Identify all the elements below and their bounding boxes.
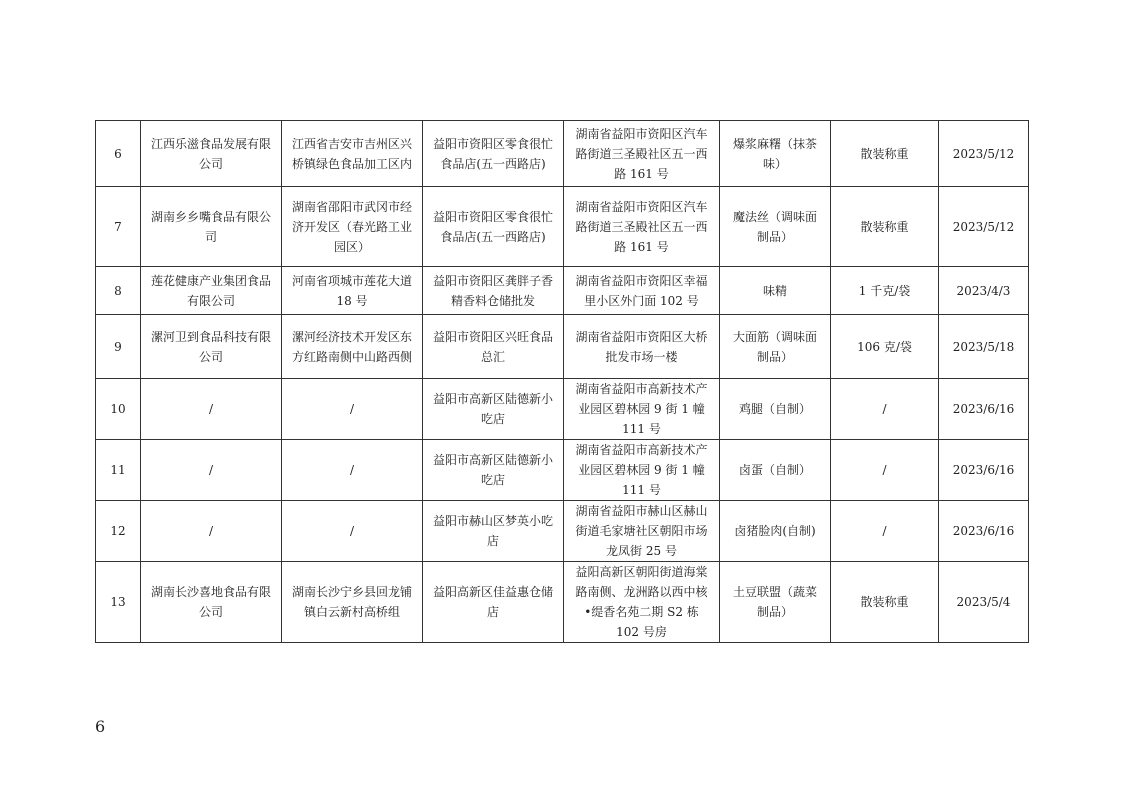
producer-name: /	[141, 501, 282, 562]
product-name: 大面筋（调味面制品）	[720, 315, 831, 379]
table-row	[96, 121, 1029, 187]
seller-address: 湖南省益阳市赫山区赫山街道毛家塘社区朝阳市场龙凤街 25 号	[564, 501, 720, 562]
producer-address: /	[282, 379, 423, 440]
producer-address: 漯河经济技术开发区东方红路南侧中山路西侧	[282, 315, 423, 379]
producer-name: /	[141, 379, 282, 440]
product-name: 卤猪脸肉(自制)	[720, 501, 831, 562]
production-date: 2023/4/3	[939, 267, 1029, 315]
producer-name: 湖南长沙喜地食品有限公司	[141, 562, 282, 643]
producer-address: 河南省项城市莲花大道 18 号	[282, 267, 423, 315]
table-row	[96, 315, 1029, 379]
producer-address: 江西省吉安市吉州区兴桥镇绿色食品加工区内	[282, 121, 423, 187]
product-name: 魔法丝（调味面制品）	[720, 187, 831, 267]
row-number: 6	[96, 121, 141, 187]
seller-address: 湖南省益阳市资阳区大桥批发市场一楼	[564, 315, 720, 379]
product-name: 卤蛋（自制）	[720, 440, 831, 501]
table-row	[96, 440, 1029, 501]
row-number: 7	[96, 187, 141, 267]
product-name: 爆浆麻糬（抹茶味）	[720, 121, 831, 187]
row-number: 9	[96, 315, 141, 379]
production-date: 2023/5/12	[939, 121, 1029, 187]
product-name: 土豆联盟（蔬菜制品）	[720, 562, 831, 643]
product-spec: /	[831, 501, 939, 562]
table-body	[96, 121, 1029, 643]
producer-name: /	[141, 440, 282, 501]
seller-address: 湖南省益阳市资阳区汽车路街道三圣殿社区五一西路 161 号	[564, 121, 720, 187]
production-date: 2023/5/4	[939, 562, 1029, 643]
seller-address: 湖南省益阳市资阳区汽车路街道三圣殿社区五一西路 161 号	[564, 187, 720, 267]
production-date: 2023/5/18	[939, 315, 1029, 379]
producer-address: /	[282, 440, 423, 501]
producer-name: 江西乐滋食品发展有限公司	[141, 121, 282, 187]
row-number: 8	[96, 267, 141, 315]
product-name: 鸡腿（自制）	[720, 379, 831, 440]
seller-address: 湖南省益阳市资阳区幸福里小区外门面 102 号	[564, 267, 720, 315]
seller-name: 益阳市资阳区兴旺食品总汇	[423, 315, 564, 379]
product-spec: 106 克/袋	[831, 315, 939, 379]
product-name: 味精	[720, 267, 831, 315]
table-row	[96, 267, 1029, 315]
seller-address: 湖南省益阳市高新技术产业园区碧林园 9 街 1 幢 111 号	[564, 440, 720, 501]
product-spec: 散装称重	[831, 187, 939, 267]
seller-name: 益阳市资阳区龚胖子香精香料仓储批发	[423, 267, 564, 315]
row-number: 13	[96, 562, 141, 643]
inspection-table	[95, 120, 1029, 643]
producer-address: 湖南省邵阳市武冈市经济开发区（春光路工业园区）	[282, 187, 423, 267]
seller-name: 益阳市资阳区零食很忙食品店(五一西路店)	[423, 187, 564, 267]
seller-name: 益阳市高新区陆德新小吃店	[423, 440, 564, 501]
product-spec: 散装称重	[831, 562, 939, 643]
table-row	[96, 562, 1029, 643]
seller-name: 益阳市赫山区梦英小吃店	[423, 501, 564, 562]
row-number: 12	[96, 501, 141, 562]
table-row	[96, 501, 1029, 562]
table-row	[96, 379, 1029, 440]
product-spec: /	[831, 379, 939, 440]
row-number: 11	[96, 440, 141, 501]
production-date: 2023/6/16	[939, 440, 1029, 501]
table-row	[96, 187, 1029, 267]
product-spec: 散装称重	[831, 121, 939, 187]
seller-name: 益阳市资阳区零食很忙食品店(五一西路店)	[423, 121, 564, 187]
production-date: 2023/5/12	[939, 187, 1029, 267]
seller-name: 益阳高新区佳益惠仓储店	[423, 562, 564, 643]
producer-address: 湖南长沙宁乡县回龙铺镇白云新村高桥组	[282, 562, 423, 643]
production-date: 2023/6/16	[939, 379, 1029, 440]
seller-name: 益阳市高新区陆德新小吃店	[423, 379, 564, 440]
producer-name: 湖南乡乡嘴食品有限公司	[141, 187, 282, 267]
producer-name: 莲花健康产业集团食品有限公司	[141, 267, 282, 315]
page-number: 6	[95, 717, 106, 736]
product-spec: 1 千克/袋	[831, 267, 939, 315]
production-date: 2023/6/16	[939, 501, 1029, 562]
producer-name: 漯河卫到食品科技有限公司	[141, 315, 282, 379]
row-number: 10	[96, 379, 141, 440]
product-spec: /	[831, 440, 939, 501]
seller-address: 益阳高新区朝阳街道海棠路南侧、龙洲路以西中核•缇香名苑二期 S2 栋 102 号房	[564, 562, 720, 643]
seller-address: 湖南省益阳市高新技术产业园区碧林园 9 街 1 幢 111 号	[564, 379, 720, 440]
producer-address: /	[282, 501, 423, 562]
